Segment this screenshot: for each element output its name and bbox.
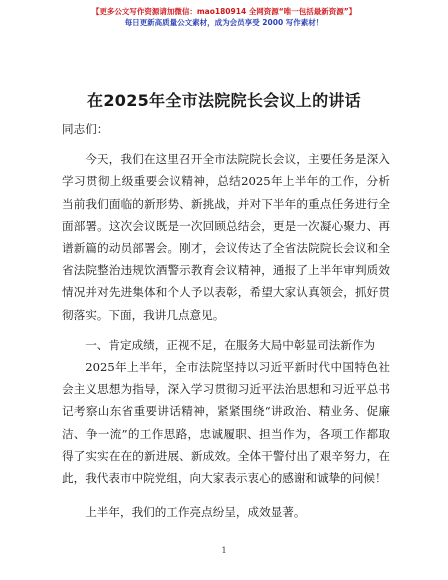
document-body [62, 118, 390, 523]
paragraph-achievements: 2025年上半年，全市法院坚持以习近平新时代中国特色社会主义思想为指导，深入学习贯彻习近平法治思想和习近平总书记考察山东省重要讲话精神，紧紧围绕“讲政治、精业务、促廉洁、争一流”的工作思路，忠诚履职、担当作为，各项工作都取得了实实在在的新进展、新成效。全体干警付出了艰辛努力，在此，我代表市中院党组，向大家表示衷心的感谢和诚挚的问候！ [62, 360, 390, 486]
promo-banner-line-1: 【更多公文写作资源请加微信：mao180914 全网资源“唯一包括最新资源”】 [91, 7, 357, 16]
document-title: 在2025年全市法院院长会议上的讲话 [87, 91, 361, 110]
salutation: 同志们： [62, 122, 109, 136]
page-number: 1 [221, 546, 227, 555]
paragraph-opening: 今天，我们在这里召开全市法院院长会议，主要任务是深入学习贯彻上级重要会议精神，总结2025年上半年的工作，分析当前我们面临的新形势、新挑战，并对下半年的重点任务进行全面部署。这次会议既是一次回顾总结会，更是一次凝心聚力、再谱新篇的动员部署会。刚才，会议传达了全省法院院长会议和全省法院整治违规饮酒警示教育会议精神，通报了上半年审判质效情况并对先进集体和个人予以表彰，希望大家认真领会，抓好贯彻落实。下面，我讲几点意见。 [62, 152, 390, 322]
section-heading: 一、肯定成绩，正视不足，在服务大局中彰显司法新作为 [85, 337, 376, 352]
promo-banner-line-2: 每日更新高质量公文素材，成为会员享受 2000 写作素材！ [124, 18, 324, 27]
promo-banner [0, 6, 448, 28]
paragraph-highlights: 上半年，我们的工作亮点纷呈，成效显著。 [85, 505, 306, 520]
